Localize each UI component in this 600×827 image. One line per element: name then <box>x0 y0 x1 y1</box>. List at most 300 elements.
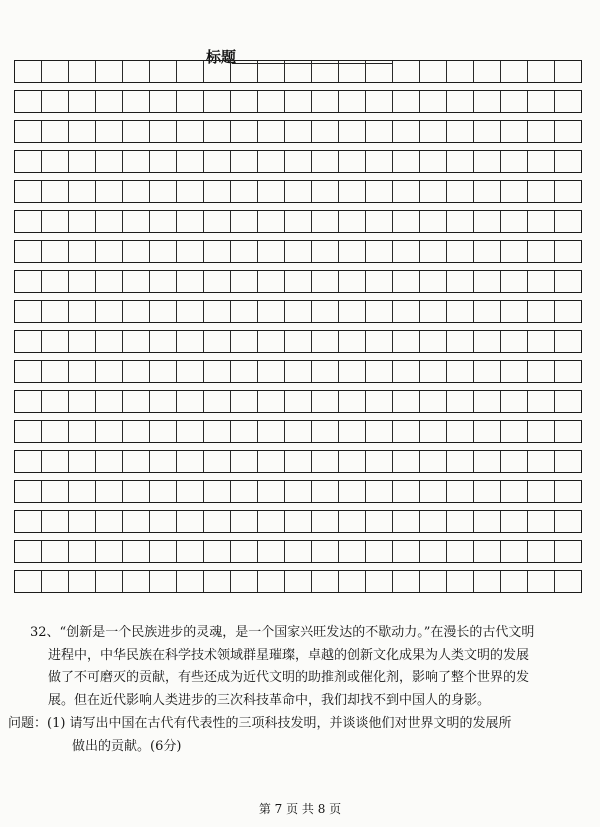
grid-cell[interactable] <box>393 211 420 232</box>
grid-cell[interactable] <box>204 391 231 412</box>
grid-cell[interactable] <box>447 61 474 82</box>
grid-cell[interactable] <box>447 481 474 502</box>
grid-cell[interactable] <box>555 271 581 292</box>
grid-cell[interactable] <box>420 571 447 592</box>
grid-cell[interactable] <box>312 571 339 592</box>
grid-cell[interactable] <box>555 61 581 82</box>
grid-cell[interactable] <box>528 541 555 562</box>
grid-cell[interactable] <box>339 331 366 352</box>
grid-cell[interactable] <box>69 391 96 412</box>
grid-cell[interactable] <box>339 61 366 82</box>
grid-cell[interactable] <box>366 361 393 382</box>
grid-cell[interactable] <box>528 451 555 472</box>
grid-cell[interactable] <box>69 481 96 502</box>
grid-cell[interactable] <box>528 481 555 502</box>
grid-cell[interactable] <box>231 481 258 502</box>
grid-cell[interactable] <box>366 181 393 202</box>
grid-cell[interactable] <box>96 361 123 382</box>
grid-cell[interactable] <box>420 421 447 442</box>
grid-cell[interactable] <box>339 181 366 202</box>
grid-cell[interactable] <box>96 121 123 142</box>
grid-cell[interactable] <box>177 331 204 352</box>
grid-cell[interactable] <box>528 211 555 232</box>
grid-cell[interactable] <box>42 571 69 592</box>
grid-cell[interactable] <box>501 361 528 382</box>
grid-cell[interactable] <box>177 91 204 112</box>
grid-cell[interactable] <box>96 481 123 502</box>
grid-cell[interactable] <box>177 121 204 142</box>
grid-cell[interactable] <box>339 151 366 172</box>
grid-cell[interactable] <box>339 121 366 142</box>
grid-cell[interactable] <box>285 271 312 292</box>
grid-cell[interactable] <box>69 511 96 532</box>
grid-cell[interactable] <box>69 421 96 442</box>
grid-cell[interactable] <box>231 571 258 592</box>
grid-cell[interactable] <box>204 151 231 172</box>
grid-cell[interactable] <box>177 421 204 442</box>
grid-cell[interactable] <box>555 421 581 442</box>
grid-cell[interactable] <box>285 91 312 112</box>
grid-cell[interactable] <box>447 331 474 352</box>
grid-cell[interactable] <box>555 211 581 232</box>
grid-cell[interactable] <box>447 211 474 232</box>
grid-cell[interactable] <box>501 121 528 142</box>
grid-cell[interactable] <box>447 121 474 142</box>
grid-cell[interactable] <box>447 241 474 262</box>
grid-cell[interactable] <box>447 541 474 562</box>
grid-cell[interactable] <box>393 451 420 472</box>
grid-cell[interactable] <box>231 181 258 202</box>
grid-cell[interactable] <box>231 421 258 442</box>
grid-cell[interactable] <box>555 151 581 172</box>
grid-cell[interactable] <box>420 511 447 532</box>
grid-cell[interactable] <box>96 331 123 352</box>
grid-cell[interactable] <box>447 91 474 112</box>
grid-cell[interactable] <box>285 301 312 322</box>
grid-cell[interactable] <box>501 331 528 352</box>
grid-cell[interactable] <box>15 571 42 592</box>
grid-cell[interactable] <box>339 241 366 262</box>
grid-cell[interactable] <box>555 121 581 142</box>
grid-cell[interactable] <box>96 421 123 442</box>
grid-cell[interactable] <box>447 301 474 322</box>
grid-cell[interactable] <box>42 91 69 112</box>
grid-cell[interactable] <box>366 301 393 322</box>
grid-cell[interactable] <box>474 361 501 382</box>
grid-cell[interactable] <box>96 241 123 262</box>
grid-cell[interactable] <box>204 331 231 352</box>
grid-cell[interactable] <box>528 331 555 352</box>
grid-cell[interactable] <box>474 271 501 292</box>
grid-cell[interactable] <box>555 241 581 262</box>
grid-cell[interactable] <box>15 121 42 142</box>
grid-cell[interactable] <box>258 271 285 292</box>
grid-cell[interactable] <box>42 241 69 262</box>
grid-cell[interactable] <box>447 451 474 472</box>
grid-cell[interactable] <box>204 451 231 472</box>
grid-cell[interactable] <box>474 331 501 352</box>
grid-cell[interactable] <box>420 181 447 202</box>
grid-cell[interactable] <box>393 241 420 262</box>
grid-cell[interactable] <box>123 451 150 472</box>
grid-cell[interactable] <box>231 241 258 262</box>
grid-cell[interactable] <box>339 361 366 382</box>
grid-cell[interactable] <box>258 391 285 412</box>
grid-cell[interactable] <box>393 541 420 562</box>
grid-cell[interactable] <box>177 361 204 382</box>
grid-cell[interactable] <box>339 571 366 592</box>
grid-cell[interactable] <box>15 451 42 472</box>
grid-cell[interactable] <box>231 391 258 412</box>
grid-cell[interactable] <box>258 91 285 112</box>
grid-cell[interactable] <box>501 511 528 532</box>
grid-cell[interactable] <box>501 211 528 232</box>
grid-cell[interactable] <box>231 541 258 562</box>
grid-cell[interactable] <box>42 361 69 382</box>
grid-cell[interactable] <box>339 421 366 442</box>
grid-cell[interactable] <box>474 571 501 592</box>
grid-cell[interactable] <box>231 211 258 232</box>
grid-cell[interactable] <box>15 421 42 442</box>
grid-cell[interactable] <box>123 91 150 112</box>
grid-cell[interactable] <box>123 151 150 172</box>
grid-cell[interactable] <box>123 121 150 142</box>
grid-cell[interactable] <box>177 301 204 322</box>
grid-cell[interactable] <box>123 271 150 292</box>
grid-cell[interactable] <box>555 541 581 562</box>
grid-cell[interactable] <box>312 181 339 202</box>
grid-cell[interactable] <box>42 181 69 202</box>
grid-cell[interactable] <box>123 391 150 412</box>
grid-cell[interactable] <box>420 91 447 112</box>
grid-cell[interactable] <box>285 331 312 352</box>
grid-cell[interactable] <box>366 91 393 112</box>
grid-cell[interactable] <box>366 211 393 232</box>
grid-cell[interactable] <box>393 271 420 292</box>
grid-cell[interactable] <box>366 271 393 292</box>
grid-cell[interactable] <box>15 241 42 262</box>
grid-cell[interactable] <box>258 511 285 532</box>
grid-cell[interactable] <box>393 91 420 112</box>
grid-cell[interactable] <box>204 121 231 142</box>
grid-cell[interactable] <box>393 151 420 172</box>
grid-cell[interactable] <box>285 361 312 382</box>
grid-cell[interactable] <box>150 271 177 292</box>
grid-cell[interactable] <box>123 421 150 442</box>
grid-cell[interactable] <box>258 241 285 262</box>
grid-cell[interactable] <box>420 151 447 172</box>
grid-cell[interactable] <box>474 421 501 442</box>
grid-cell[interactable] <box>339 391 366 412</box>
grid-cell[interactable] <box>312 481 339 502</box>
grid-cell[interactable] <box>447 151 474 172</box>
grid-cell[interactable] <box>501 421 528 442</box>
grid-cell[interactable] <box>312 391 339 412</box>
grid-cell[interactable] <box>177 241 204 262</box>
grid-cell[interactable] <box>501 451 528 472</box>
grid-cell[interactable] <box>123 181 150 202</box>
grid-cell[interactable] <box>123 481 150 502</box>
grid-cell[interactable] <box>339 541 366 562</box>
grid-cell[interactable] <box>339 271 366 292</box>
grid-cell[interactable] <box>393 481 420 502</box>
grid-cell[interactable] <box>42 121 69 142</box>
grid-cell[interactable] <box>447 421 474 442</box>
grid-cell[interactable] <box>42 451 69 472</box>
grid-cell[interactable] <box>42 421 69 442</box>
grid-cell[interactable] <box>231 151 258 172</box>
grid-cell[interactable] <box>96 391 123 412</box>
grid-cell[interactable] <box>231 61 258 82</box>
grid-cell[interactable] <box>366 511 393 532</box>
grid-cell[interactable] <box>204 541 231 562</box>
grid-cell[interactable] <box>501 481 528 502</box>
grid-cell[interactable] <box>393 331 420 352</box>
grid-cell[interactable] <box>285 61 312 82</box>
grid-cell[interactable] <box>285 391 312 412</box>
grid-cell[interactable] <box>42 331 69 352</box>
grid-cell[interactable] <box>420 121 447 142</box>
grid-cell[interactable] <box>258 151 285 172</box>
grid-cell[interactable] <box>366 121 393 142</box>
grid-cell[interactable] <box>231 271 258 292</box>
grid-cell[interactable] <box>420 241 447 262</box>
grid-cell[interactable] <box>474 451 501 472</box>
grid-cell[interactable] <box>204 211 231 232</box>
grid-cell[interactable] <box>528 241 555 262</box>
grid-cell[interactable] <box>15 331 42 352</box>
grid-cell[interactable] <box>150 541 177 562</box>
grid-cell[interactable] <box>312 421 339 442</box>
grid-cell[interactable] <box>555 511 581 532</box>
grid-cell[interactable] <box>528 61 555 82</box>
grid-cell[interactable] <box>96 61 123 82</box>
grid-cell[interactable] <box>285 541 312 562</box>
grid-cell[interactable] <box>528 511 555 532</box>
grid-cell[interactable] <box>420 271 447 292</box>
grid-cell[interactable] <box>393 301 420 322</box>
grid-cell[interactable] <box>447 571 474 592</box>
grid-cell[interactable] <box>96 91 123 112</box>
grid-cell[interactable] <box>123 211 150 232</box>
grid-cell[interactable] <box>528 151 555 172</box>
grid-cell[interactable] <box>474 511 501 532</box>
grid-cell[interactable] <box>258 571 285 592</box>
grid-cell[interactable] <box>42 151 69 172</box>
grid-cell[interactable] <box>420 301 447 322</box>
grid-cell[interactable] <box>15 511 42 532</box>
grid-cell[interactable] <box>447 361 474 382</box>
grid-cell[interactable] <box>69 271 96 292</box>
grid-cell[interactable] <box>123 361 150 382</box>
grid-cell[interactable] <box>285 421 312 442</box>
grid-cell[interactable] <box>69 211 96 232</box>
grid-cell[interactable] <box>474 121 501 142</box>
grid-cell[interactable] <box>474 91 501 112</box>
grid-cell[interactable] <box>177 181 204 202</box>
grid-cell[interactable] <box>204 481 231 502</box>
grid-cell[interactable] <box>312 91 339 112</box>
grid-cell[interactable] <box>96 271 123 292</box>
grid-cell[interactable] <box>177 211 204 232</box>
grid-cell[interactable] <box>393 391 420 412</box>
grid-cell[interactable] <box>420 211 447 232</box>
grid-cell[interactable] <box>123 331 150 352</box>
grid-cell[interactable] <box>231 451 258 472</box>
grid-cell[interactable] <box>555 361 581 382</box>
grid-cell[interactable] <box>555 181 581 202</box>
grid-cell[interactable] <box>312 301 339 322</box>
grid-cell[interactable] <box>42 511 69 532</box>
grid-cell[interactable] <box>393 511 420 532</box>
grid-cell[interactable] <box>528 391 555 412</box>
grid-cell[interactable] <box>339 481 366 502</box>
grid-cell[interactable] <box>285 241 312 262</box>
grid-cell[interactable] <box>501 271 528 292</box>
grid-cell[interactable] <box>474 391 501 412</box>
grid-cell[interactable] <box>420 451 447 472</box>
grid-cell[interactable] <box>42 301 69 322</box>
grid-cell[interactable] <box>177 391 204 412</box>
grid-cell[interactable] <box>501 151 528 172</box>
grid-cell[interactable] <box>366 331 393 352</box>
grid-cell[interactable] <box>231 91 258 112</box>
grid-cell[interactable] <box>555 301 581 322</box>
grid-cell[interactable] <box>501 301 528 322</box>
grid-cell[interactable] <box>258 301 285 322</box>
grid-cell[interactable] <box>231 301 258 322</box>
grid-cell[interactable] <box>285 511 312 532</box>
grid-cell[interactable] <box>393 361 420 382</box>
grid-cell[interactable] <box>285 121 312 142</box>
grid-cell[interactable] <box>285 481 312 502</box>
grid-cell[interactable] <box>96 211 123 232</box>
grid-cell[interactable] <box>285 571 312 592</box>
grid-cell[interactable] <box>69 451 96 472</box>
grid-cell[interactable] <box>204 91 231 112</box>
grid-cell[interactable] <box>501 241 528 262</box>
grid-cell[interactable] <box>555 451 581 472</box>
grid-cell[interactable] <box>96 301 123 322</box>
grid-cell[interactable] <box>15 391 42 412</box>
grid-cell[interactable] <box>528 121 555 142</box>
grid-cell[interactable] <box>204 181 231 202</box>
grid-cell[interactable] <box>150 121 177 142</box>
grid-cell[interactable] <box>69 571 96 592</box>
grid-cell[interactable] <box>312 61 339 82</box>
grid-cell[interactable] <box>96 511 123 532</box>
grid-cell[interactable] <box>555 391 581 412</box>
grid-cell[interactable] <box>474 151 501 172</box>
grid-cell[interactable] <box>366 61 393 82</box>
grid-cell[interactable] <box>258 331 285 352</box>
grid-cell[interactable] <box>474 211 501 232</box>
grid-cell[interactable] <box>96 541 123 562</box>
grid-cell[interactable] <box>366 241 393 262</box>
grid-cell[interactable] <box>528 421 555 442</box>
grid-cell[interactable] <box>69 91 96 112</box>
grid-cell[interactable] <box>366 421 393 442</box>
grid-cell[interactable] <box>366 151 393 172</box>
grid-cell[interactable] <box>177 541 204 562</box>
grid-cell[interactable] <box>150 211 177 232</box>
grid-cell[interactable] <box>555 571 581 592</box>
grid-cell[interactable] <box>555 331 581 352</box>
grid-cell[interactable] <box>285 451 312 472</box>
grid-cell[interactable] <box>231 361 258 382</box>
grid-cell[interactable] <box>312 211 339 232</box>
grid-cell[interactable] <box>312 331 339 352</box>
grid-cell[interactable] <box>123 541 150 562</box>
grid-cell[interactable] <box>420 391 447 412</box>
grid-cell[interactable] <box>501 181 528 202</box>
grid-cell[interactable] <box>204 571 231 592</box>
grid-cell[interactable] <box>150 241 177 262</box>
grid-cell[interactable] <box>528 271 555 292</box>
grid-cell[interactable] <box>339 211 366 232</box>
grid-cell[interactable] <box>231 121 258 142</box>
grid-cell[interactable] <box>150 181 177 202</box>
grid-cell[interactable] <box>123 301 150 322</box>
grid-cell[interactable] <box>366 391 393 412</box>
grid-cell[interactable] <box>231 331 258 352</box>
grid-cell[interactable] <box>150 301 177 322</box>
grid-cell[interactable] <box>15 211 42 232</box>
grid-cell[interactable] <box>393 181 420 202</box>
grid-cell[interactable] <box>69 301 96 322</box>
grid-cell[interactable] <box>150 331 177 352</box>
grid-cell[interactable] <box>42 391 69 412</box>
grid-cell[interactable] <box>177 451 204 472</box>
grid-cell[interactable] <box>15 181 42 202</box>
grid-cell[interactable] <box>177 571 204 592</box>
grid-cell[interactable] <box>204 301 231 322</box>
grid-cell[interactable] <box>474 481 501 502</box>
grid-cell[interactable] <box>420 61 447 82</box>
grid-cell[interactable] <box>339 451 366 472</box>
grid-cell[interactable] <box>177 151 204 172</box>
grid-cell[interactable] <box>15 91 42 112</box>
grid-cell[interactable] <box>258 181 285 202</box>
grid-cell[interactable] <box>204 421 231 442</box>
grid-cell[interactable] <box>123 61 150 82</box>
grid-cell[interactable] <box>501 91 528 112</box>
grid-cell[interactable] <box>312 361 339 382</box>
grid-cell[interactable] <box>420 331 447 352</box>
grid-cell[interactable] <box>150 61 177 82</box>
grid-cell[interactable] <box>204 511 231 532</box>
grid-cell[interactable] <box>447 391 474 412</box>
grid-cell[interactable] <box>177 61 204 82</box>
grid-cell[interactable] <box>312 121 339 142</box>
grid-cell[interactable] <box>366 571 393 592</box>
grid-cell[interactable] <box>474 541 501 562</box>
grid-cell[interactable] <box>150 151 177 172</box>
grid-cell[interactable] <box>393 121 420 142</box>
grid-cell[interactable] <box>96 571 123 592</box>
grid-cell[interactable] <box>15 271 42 292</box>
grid-cell[interactable] <box>474 301 501 322</box>
grid-cell[interactable] <box>501 391 528 412</box>
grid-cell[interactable] <box>339 511 366 532</box>
grid-cell[interactable] <box>447 511 474 532</box>
grid-cell[interactable] <box>69 361 96 382</box>
grid-cell[interactable] <box>150 91 177 112</box>
grid-cell[interactable] <box>42 61 69 82</box>
grid-cell[interactable] <box>15 481 42 502</box>
grid-cell[interactable] <box>528 571 555 592</box>
grid-cell[interactable] <box>312 151 339 172</box>
